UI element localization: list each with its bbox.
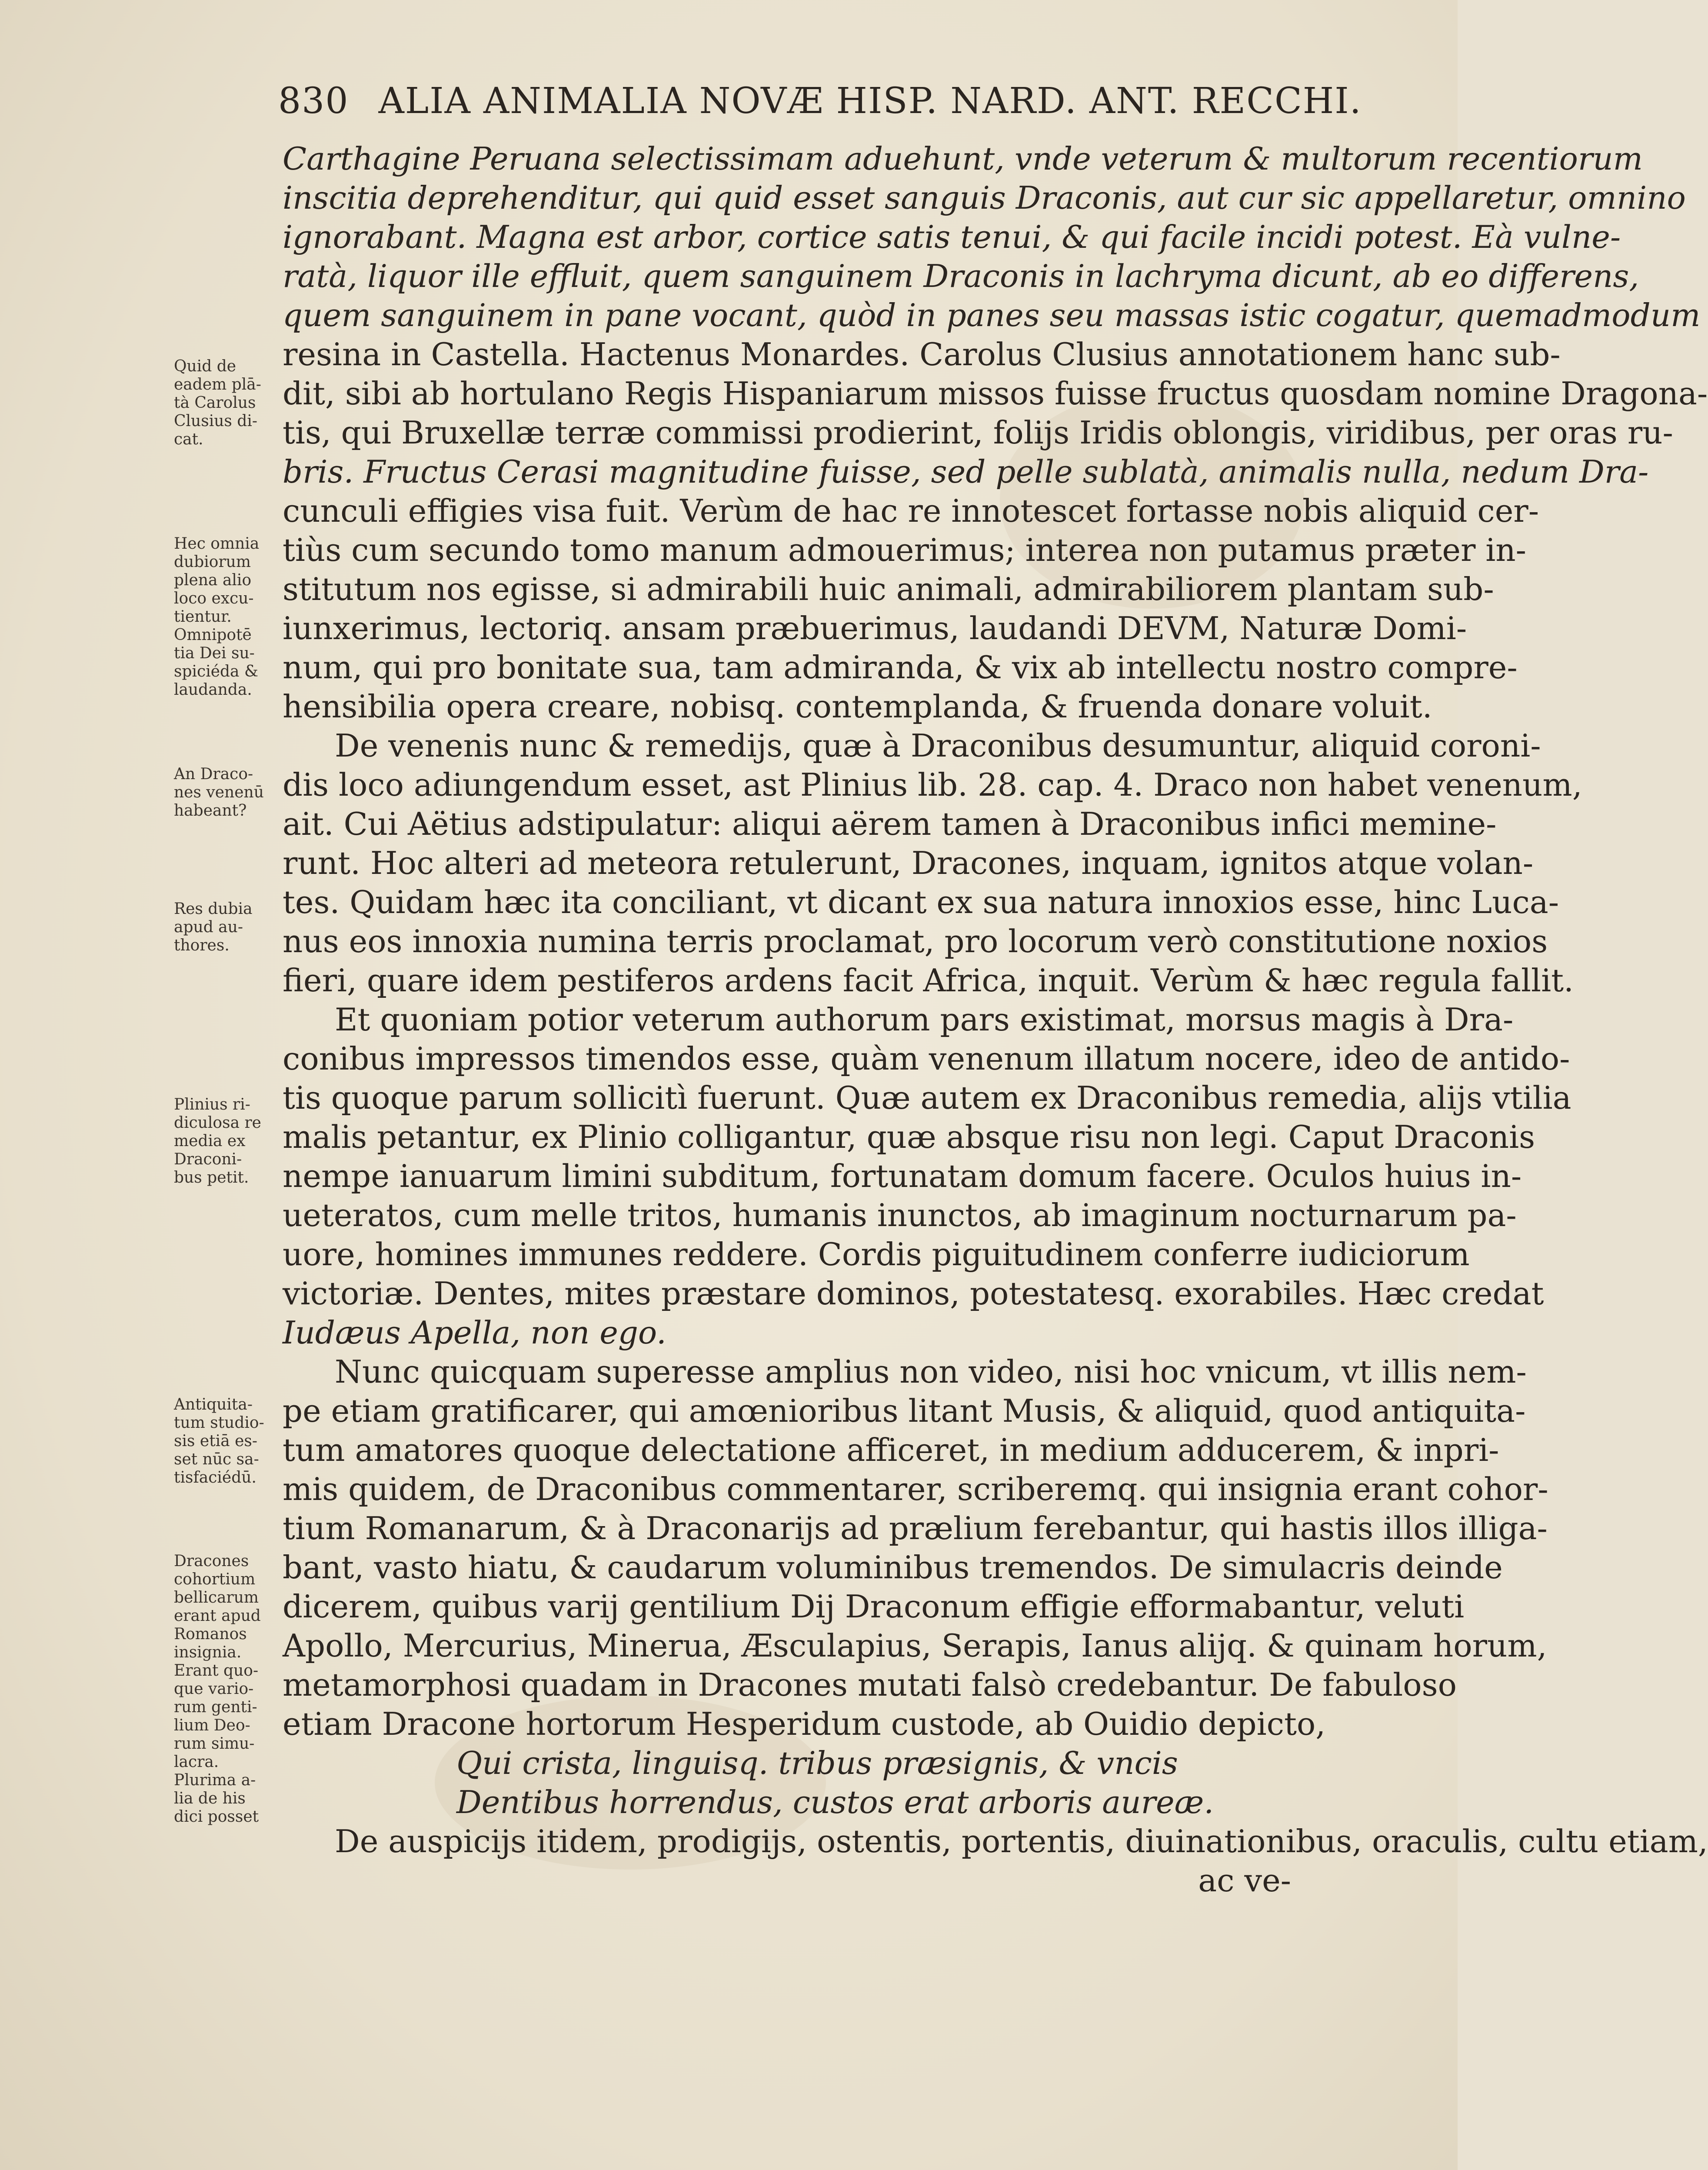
margin-note-line: media ex [174, 1132, 246, 1150]
text-line: nus eos innoxia numina terris proclamat, pro locorum verò constitutione noxios [283, 923, 1548, 960]
running-title: ALIA ANIMALIA NOVÆ HISP. NARD. ANT. RECCHI. [378, 80, 1362, 122]
margin-note-line: dubiorum [174, 553, 251, 571]
text-line: Iudæus Apella, non ego. [283, 1314, 666, 1351]
text-line: quem sanguinem in pane vocant, quòd in panes seu massas istic cogatur, quemadmodum [283, 297, 1701, 333]
margin-note-line: lium Deo- [174, 1717, 250, 1734]
margin-note-line: plena alio [174, 571, 252, 589]
margin-note-line: eadem plā- [174, 376, 261, 393]
text-line: metamorphosi quadam in Dracones mutati falsò credebantur. De fabuloso [283, 1667, 1457, 1703]
text-line: nempe ianuarum limini subditum, fortunatam domum facere. Oculos huius in- [283, 1158, 1522, 1194]
text-line: ait. Cui Aëtius adstipulatur: aliqui aërem tamen à Draconibus infici memine- [283, 806, 1497, 842]
text-line: Nunc quicquam superesse amplius non video, nisi hoc vnicum, vt illis nem- [335, 1353, 1527, 1390]
text-line: num, qui pro bonitate sua, tam admiranda, & vix ab intellectu nostro compre- [283, 649, 1518, 686]
margin-note-line: tà Carolus [174, 394, 256, 412]
margin-note-line: dici posset [174, 1808, 259, 1826]
margin-note-line: diculosa re [174, 1114, 261, 1132]
text-line: runt. Hoc alteri ad meteora retulerunt, Dracones, inquam, ignitos atque volan- [283, 845, 1534, 881]
text-line: Dentibus horrendus, custos erat arboris aureæ. [456, 1784, 1214, 1820]
text-line: bris. Fructus Cerasi magnitudine fuisse, sed pelle sublatà, animalis nulla, nedum Dra- [283, 453, 1649, 490]
margin-note [174, 1396, 274, 1487]
text-line: stitutum nos egisse, si admirabili huic animali, admirabiliorem plantam sub- [283, 571, 1494, 607]
text-line: Carthagine Peruana selectissimam aduehunt, vnde veterum & multorum recentiorum [283, 140, 1643, 177]
text-line: tiùs cum secundo tomo manum admouerimus; interea non putamus præter in- [283, 532, 1526, 568]
margin-note-line: Romanos [174, 1625, 247, 1643]
text-line: dis loco adiungendum esset, ast Plinius lib. 28. cap. 4. Draco non habet venenum, [283, 767, 1582, 803]
margin-note-line: Dracones [174, 1552, 249, 1570]
margin-note-line: cat. [174, 430, 203, 448]
text-line: ignorabant. Magna est arbor, cortice satis tenui, & qui facile incidi potest. Eà vulne- [283, 219, 1621, 255]
margin-note-line: Erant quo- [174, 1662, 259, 1680]
margin-note-line: tum studio- [174, 1414, 264, 1432]
margin-note-line: sis etiā es- [174, 1432, 258, 1450]
text-line: victoriæ. Dentes, mites præstare dominos, potestatesq. exorabiles. Hæc credat [283, 1275, 1544, 1312]
margin-note-line: rum simu- [174, 1735, 255, 1753]
text-line: etiam Dracone hortorum Hesperidum custode, ab Ouidio depicto, [283, 1706, 1326, 1742]
margin-note-line: tia Dei su- [174, 644, 255, 662]
margin-note-line: Omnipotē [174, 626, 252, 644]
text-line: uore, homines immunes reddere. Cordis piguitudinem conferre iudiciorum [283, 1236, 1470, 1273]
margin-note-line: Antiquita- [174, 1396, 253, 1413]
margin-note-line: habeant? [174, 802, 247, 820]
margin-note-line: tientur. [174, 608, 232, 626]
text-line: malis petantur, ex Plinio colligantur, quæ absque risu non legi. Caput Draconis [283, 1119, 1535, 1155]
margin-note-line: tisfaciédū. [174, 1469, 256, 1487]
text-line: pe etiam gratificarer, qui amœnioribus litant Musis, & aliquid, quod antiquita- [283, 1393, 1526, 1429]
margin-note-line: bus petit. [174, 1169, 249, 1187]
main-text [283, 139, 1708, 1900]
text-line: fieri, quare idem pestiferos ardens facit Africa, inquit. Verùm & hæc regula fallit. [283, 962, 1574, 999]
margin-note-line: apud au- [174, 918, 243, 936]
margin-note-line: Plurima a- [174, 1771, 256, 1789]
margin-note-line: cohortium [174, 1570, 256, 1588]
margin-note-line: spiciéda & [174, 663, 259, 680]
text-line: iunxerimus, lectoriq. ansam præbuerimus, laudandi DEVM, Naturæ Domi- [283, 610, 1467, 647]
margin-note-line: rum genti- [174, 1698, 257, 1716]
margin-note-line: erant apud [174, 1607, 261, 1625]
margin-note-line: loco excu- [174, 590, 254, 607]
page-number: 830 [278, 80, 349, 122]
text-line: ueteratos, cum melle tritos, humanis inunctos, ab imaginum nocturnarum pa- [283, 1197, 1517, 1233]
margin-note-line: que vario- [174, 1680, 254, 1698]
text-line: mis quidem, de Draconibus commentarer, scriberemq. qui insignia erant cohor- [283, 1471, 1548, 1507]
margin-note-line: lia de his [174, 1790, 246, 1807]
margin-note-line: thores. [174, 937, 230, 954]
text-line: bant, vasto hiatu, & caudarum voluminibus tremendos. De simulacris deinde [283, 1549, 1503, 1586]
margin-note-line: nes venenū [174, 783, 264, 801]
text-line: tis, qui Bruxellæ terræ commissi prodierint, folijs Iridis oblongis, viridibus, per oras ru- [283, 414, 1673, 451]
text-line: Apollo, Mercurius, Minerua, Æsculapius, Serapis, Ianus alijq. & quinam horum, [283, 1627, 1547, 1664]
text-line: conibus impressos timendos esse, quàm venenum illatum nocere, ideo de antido- [283, 1040, 1570, 1077]
text-line: tium Romanarum, & à Draconarijs ad prælium ferebantur, qui hastis illos illiga- [283, 1510, 1548, 1547]
margin-note [174, 1552, 274, 1826]
text-line: hensibilia opera creare, nobisq. contemplanda, & fruenda donare voluit. [283, 688, 1432, 725]
text-line: dicerem, quibus varij gentilium Dij Draconum effigie efformabantur, veluti [283, 1588, 1465, 1625]
margin-note-line: Draconi- [174, 1150, 242, 1168]
margin-note-line: bellicarum [174, 1589, 259, 1607]
margin-note-line: Res dubia [174, 900, 253, 918]
margin-note-line: Clusius di- [174, 412, 258, 430]
text-line: Qui crista, linguisq. tribus præsignis, & vncis [456, 1745, 1178, 1781]
margin-note-line: insignia. [174, 1643, 242, 1661]
margin-note [174, 357, 274, 449]
running-header [278, 80, 1365, 128]
margin-note-line: Plinius ri- [174, 1096, 250, 1113]
text-line: De auspicijs itidem, prodigijs, ostentis, portentis, diuinationibus, oraculis, cultu etiam, [335, 1823, 1708, 1860]
text-line: cunculi effigies visa fuit. Verùm de hac re innotescet fortasse nobis aliquid cer- [283, 493, 1539, 529]
text-line: ac ve- [1198, 1862, 1291, 1899]
margin-note-line: Hec omnia [174, 535, 260, 553]
text-line: inscitia deprehenditur, qui quid esset sanguis Draconis, aut cur sic appellaretur, omnino [283, 180, 1686, 216]
text-line: dit, sibi ab hortulano Regis Hispaniarum missos fuisse fructus quosdam nomine Dragona- [283, 375, 1708, 412]
margin-note [174, 900, 274, 955]
margin-note-line: An Draco- [174, 765, 253, 783]
text-line: Et quoniam potior veterum authorum pars existimat, morsus magis à Dra- [335, 1001, 1514, 1038]
margin-note [174, 1096, 274, 1187]
margin-note-line: laudanda. [174, 681, 252, 699]
margin-note [174, 765, 274, 820]
text-line: De venenis nunc & remedijs, quæ à Draconibus desumuntur, aliquid coroni- [335, 727, 1541, 764]
text-line: resina in Castella. Hactenus Monardes. Carolus Clusius annotationem hanc sub- [283, 336, 1561, 373]
text-line: ratà, liquor ille effluit, quem sanguinem Draconis in lachryma dicunt, ab eo differens, [283, 258, 1639, 294]
margin-note-line: Quid de [174, 357, 236, 375]
text-line: tis quoque parum sollicitì fuerunt. Quæ autem ex Draconibus remedia, alijs vtilia [283, 1080, 1571, 1116]
text-line: tes. Quidam hæc ita conciliant, vt dicant ex sua natura innoxios esse, hinc Luca- [283, 884, 1559, 920]
margin-note-line: lacra. [174, 1753, 219, 1771]
text-line: tum amatores quoque delectatione afficeret, in medium adducerem, & inpri- [283, 1432, 1499, 1468]
margin-note-line: set nūc sa- [174, 1450, 259, 1468]
margin-note [174, 535, 274, 699]
